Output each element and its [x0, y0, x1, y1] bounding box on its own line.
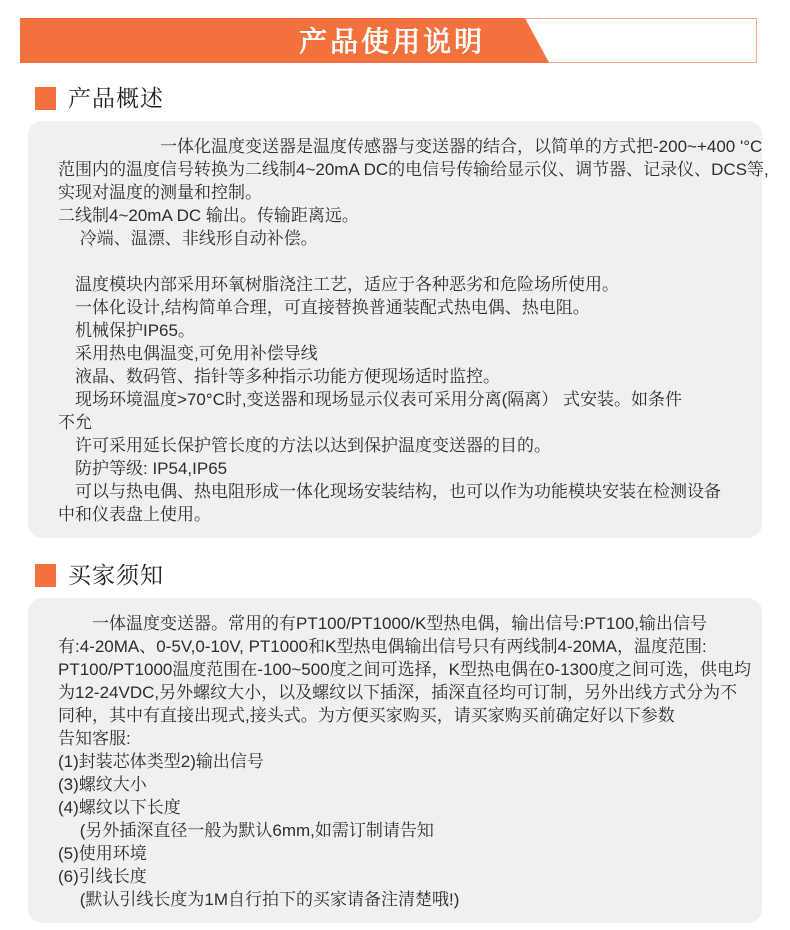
- text-line: 有:4-20MA、0-5V,0-10V, PT1000和K型热电偶输出信号只有两线制4-20MA，温度范围:: [58, 637, 707, 656]
- product-overview-panel: [28, 121, 769, 538]
- text-line: (6)引线长度: [58, 867, 147, 886]
- text-line: 中和仪表盘上使用。: [58, 505, 211, 524]
- text-line: 液晶、数码管、指针等多种指示功能方便现场适时监控。: [58, 367, 500, 386]
- page-banner: [20, 18, 757, 63]
- text-line: 同种，其中有直接出现式,接头式。为方便买家购买，请买家购买前确定好以下参数: [58, 706, 675, 725]
- orange-square-bullet-icon: [35, 87, 56, 110]
- text-line: 为12-24VDC,另外螺纹大小，以及螺纹以下插深，插深直径均可订制，另外出线方式分为不: [58, 683, 738, 702]
- text-line: 现场环境温度>70°C时,变送器和现场显示仪表可采用分离(隔离） 式安装。如条件: [58, 390, 683, 409]
- buyer-notice-panel: [28, 598, 762, 923]
- text-line: (默认引线长度为1M自行拍下的买家请备注清楚哦!): [58, 890, 460, 909]
- text-line: 冷端、温漂、非线形自动补偿。: [58, 229, 318, 248]
- text-line: (1)封装芯体类型2)输出信号: [58, 752, 264, 771]
- text-line: 范围内的温度信号转换为二线制4~20mA DC的电信号传输给显示仪、调节器、记录仪、DCS等,: [58, 160, 769, 179]
- text-line: 实现对温度的测量和控制。: [58, 183, 262, 202]
- section-heading-label: 买家须知: [68, 562, 164, 588]
- text-line: 一体化设计,结构简单合理，可直接替换普通装配式热电偶、热电阻。: [58, 298, 590, 317]
- page-title: 产品使用说明: [299, 25, 486, 57]
- text-line: 一体化温度变送器是温度传感器与变送器的结合，以简单的方式把-200~+400 '°C: [58, 137, 763, 156]
- text-line: (另外插深直径一般为默认6mm,如需订制请告知: [58, 821, 434, 840]
- text-line: 防护等级: IP54,IP65: [58, 459, 228, 478]
- text-line: 采用热电偶温变,可免用补偿导线: [58, 344, 318, 363]
- text-line: 一体温度变送器。常用的有PT100/PT1000/K型热电偶，输出信号:PT100,输出信号: [58, 614, 707, 633]
- section-heading-product-overview: [35, 83, 790, 113]
- text-line: 可以与热电偶、热电阻形成一体化现场安装结构，也可以作为功能模块安装在检测设备: [58, 482, 721, 501]
- text-line: [58, 250, 734, 273]
- section-heading-label: 产品概述: [68, 85, 164, 111]
- text-line: (3)螺纹大小: [58, 775, 147, 794]
- text-line: (5)使用环境: [58, 844, 147, 863]
- text-line: 不允: [58, 413, 92, 432]
- section-heading-buyer-notice: [35, 560, 790, 590]
- text-line: 温度模块内部采用环氧树脂浇注工艺，适应于各种恶劣和危险场所使用。: [58, 275, 619, 294]
- text-line: 机械保护IP65。: [58, 321, 195, 340]
- text-line: (4)螺纹以下长度: [58, 798, 181, 817]
- text-line: 二线制4~20mA DC 输出。传输距离远。: [58, 206, 359, 225]
- text-line: PT100/PT1000温度范围在-100~500度之间可选择，K型热电偶在0-1300度之间可选，供电均: [58, 660, 751, 679]
- text-line: 许可采用延长保护管长度的方法以达到保护温度变送器的目的。: [58, 436, 551, 455]
- text-line: 告知客服:: [58, 729, 131, 748]
- orange-square-bullet-icon: [35, 564, 56, 587]
